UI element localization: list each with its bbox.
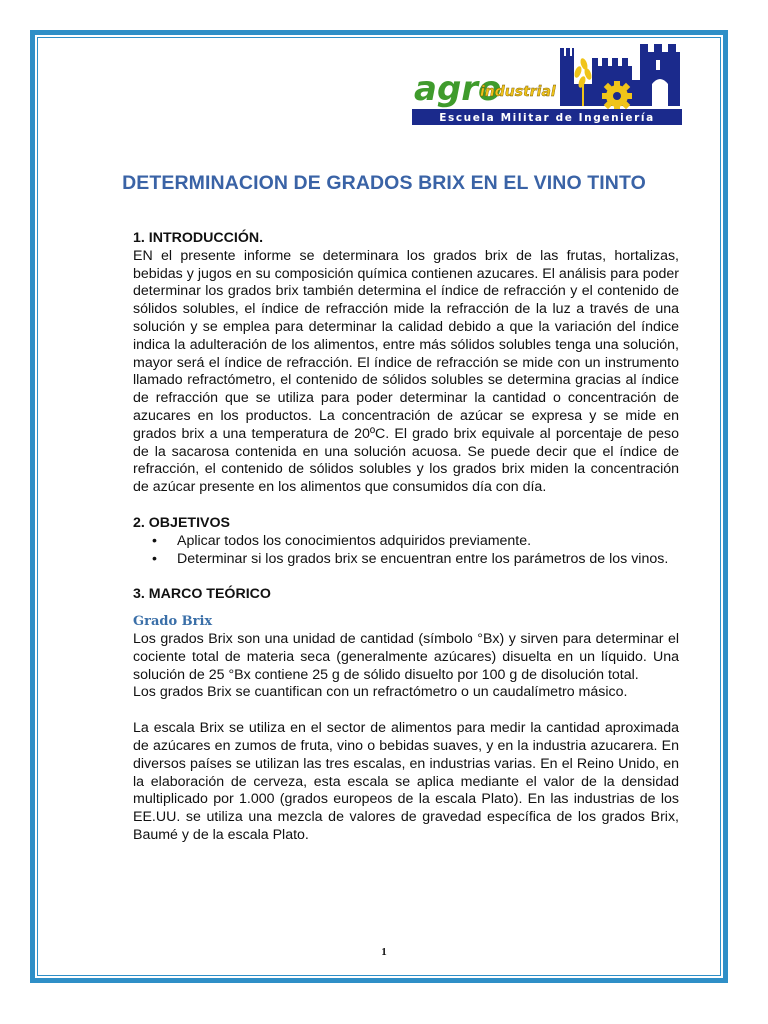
list-item: • Aplicar todos los conocimientos adquiridos previamente. (177, 533, 679, 551)
section-heading-introduction: 1. INTRODUCCIÓN. (133, 230, 264, 246)
framework-paragraph-3: La escala Brix se utiliza en el sector de alimentos para medir la cantidad aproximada de azúcares en zumos de fruta, vino o bebidas suaves, y en la industria azucarera. En diversos países se utilizan las tres escalas, en industrias varias. En el Reino Unido, en la elaboración de cerveza, esta escala se aplica mediante el valor de la densidad multiplicado por 1.000 (grados europeos de la escala Plato). En las industrias de los EE.UU. se utiliza una mezcla de valores de gravedad específica de los grados Brix, Baumé y de la escala Plato. (133, 720, 679, 843)
document-title: DETERMINACION DE GRADOS BRIX EN EL VINO TINTO (122, 172, 646, 194)
agroindustrial-logo (412, 44, 682, 126)
gear-icon (602, 81, 632, 111)
framework-paragraph-1: Los grados Brix son una unidad de cantidad (símbolo °Bx) y sirven para determinar el cociente total de materia seca (generalmente azúcares) disuelta en un líquido. Una solución de 25 °Bx contiene 25 g de sólido disuelto por 100 g de disolución total. (133, 630, 679, 683)
introduction-paragraph: EN el presente informe se determinara los grados brix de las frutas, hortalizas, bebidas y jugos en su composición química contienen azucares. El análisis para poder determinar los grados brix también determina el índice de refracción y el contenido de sólidos solubles, el índice de refracción mide la refracción de la luz a través de una solución y se emplea para determinar la calidad debido a que la variación del índice indica la adulteración de los alimentos, entre más sólidos solubles tenga una solución, mayor será el índice de refracción. El índice de refracción se mide con un instrumento llamado refractómetro, el contenido de sólidos solubles se determina gracias al índice de refracción que se utiliza para poder determinar la cantidad o concentración de azucares en los productos. La concentración de azúcar se expresa y se mide en grados brix a una temperatura de 20ºC. El grado brix equivale al porcentaje de peso de la sacarosa contenida en una solución acuosa. Se puede decir que el índice de refracción, el contenido de sólidos solubles y los grados brix miden la concentración de azúcar presente en los alimentos que consumidos día con día. (133, 247, 679, 496)
page-number: 1 (381, 946, 387, 958)
svg-text:agro: agro (414, 69, 502, 109)
list-item: • Determinar si los grados brix se encuentran entre los parámetros de los vinos. (177, 551, 679, 569)
section-heading-objectives: 2. OBJETIVOS (133, 514, 230, 531)
framework-paragraph-2: Los grados Brix se cuantifican con un refractómetro o un caudalímetro másico. (133, 684, 628, 701)
document-body (133, 230, 679, 845)
section-heading-framework: 3. MARCO TEÓRICO (133, 586, 271, 603)
svg-text:Escuela Militar de Ingeniería: Escuela Militar de Ingeniería (439, 112, 655, 124)
objectives-list (133, 533, 679, 569)
subheading-grado-brix: Grado Brix (133, 614, 213, 630)
svg-text:industrial: industrial (480, 84, 556, 100)
